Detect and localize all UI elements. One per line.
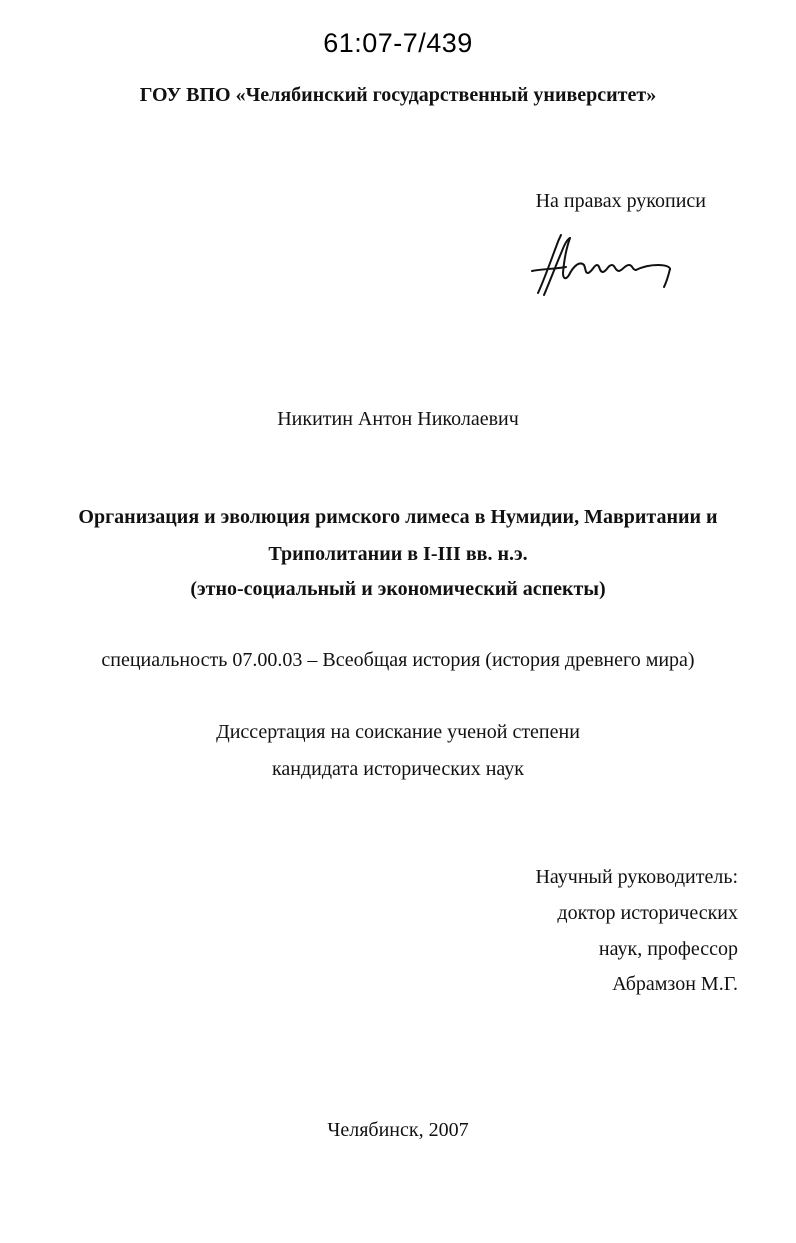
institution-name: ГОУ ВПО «Челябинский государственный университет» xyxy=(139,84,657,106)
dissertation-title-line-1: Организация и эволюция римского лимеса в Нумидии, Мавритании и xyxy=(78,506,718,528)
handwritten-signature xyxy=(530,225,680,300)
manuscript-rights-note: На правах рукописи xyxy=(535,190,706,212)
dissertation-title-line-2: Триполитании в I-III вв. н.э. xyxy=(268,543,528,565)
supervisor-title-2: наук, профессор xyxy=(598,938,738,960)
author-name: Никитин Антон Николаевич xyxy=(277,408,519,430)
city-year: Челябинск, 2007 xyxy=(327,1119,469,1141)
specialty-code: специальность 07.00.03 – Всеобщая история (история древнего мира) xyxy=(101,649,695,671)
supervisor-title-1: доктор исторических xyxy=(557,902,738,924)
dissertation-title-line-3: (этно-социальный и экономический аспекты) xyxy=(190,578,606,600)
supervisor-label: Научный руководитель: xyxy=(535,866,738,888)
catalog-number: 61:07-7/439 xyxy=(323,28,473,58)
supervisor-name: Абрамзон М.Г. xyxy=(612,973,738,995)
degree-line-2: кандидата исторических наук xyxy=(271,758,525,780)
degree-line-1: Диссертация на соискание ученой степени xyxy=(216,721,580,743)
